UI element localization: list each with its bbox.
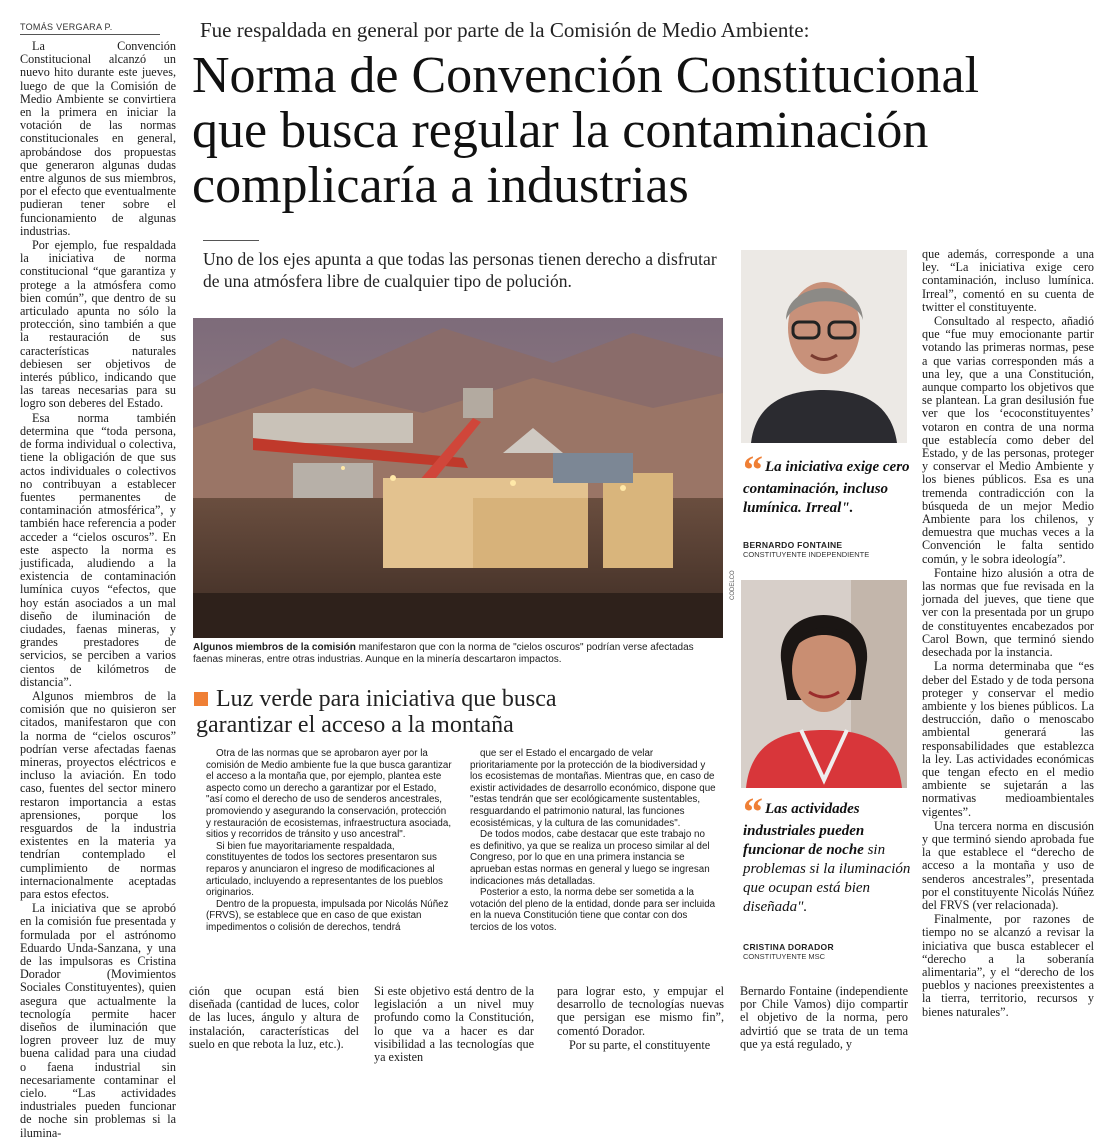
paragraph: Por su parte, el constituyente [569,1037,711,1052]
right-column [922,248,1094,1019]
divider [203,240,259,241]
headline: Norma de Convención Constitucional que busca regular la contaminación complicaría a industrias [192,47,980,214]
section-column-2 [470,748,716,934]
paragraph: Dentro de la propuesta, impulsada por Nicolás Núñez (FRVS), se establece que en caso de que existan impedimentos o colisión de derechos, tendrá [206,898,449,933]
paragraph: Fontaine hizo alusión a otra de las normas que fue revisada en la jornada del jueves, que tiene que ver con la presentada por un grupo de constituyentes encabezados por Carol Bown, que terminó siendo desechada por la instancia. [922,565,1094,660]
quote-author-role: CONSTITUYENTE INDEPENDIENTE [743,550,870,559]
bottom-column-3 [557,985,724,1052]
section-column-1 [206,748,452,934]
paragraph: De todos modos, cabe destacar que este trabajo no es definitivo, ya que se realiza un proceso similar al del Congreso, por lo que en una primera instancia se aprueban estas normas en general y luego se ingresan indicaciones más detalladas. [470,829,710,887]
paragraph: Posterior a esto, la norma debe ser sometida a la votación del pleno de la entidad, donde para ser incluida en la nueva Constitución tiene que contar con dos tercios de los votos. [470,887,716,933]
quote-author: BERNARDO FONTAINE [743,540,843,550]
photo-credit: CODELCO [730,570,736,600]
quote-author: CRISTINA DORADOR [743,942,834,952]
paragraph: Consultado al respecto, añadió que “fue muy emocionante partir votando las primeras normas, pese a que varias corresponden más a una ley, que a una Constitución, aunque comparto los objetivos que se plantean. La gran desilusión fue ver que los ‘ecoconstituyentes’ votaron en contra de una norma que establecía como deber del Estado, y de las personas, proteger y conservar el Medio Ambiente y los bienes públicos. Esa es una tremenda contradicción con la búsqueda de un mejor Medio Ambiente para los chilenos, y demuestra que muchas veces a la Convención le falta sentido común, y le sobra ideología”. [922,314,1094,566]
paragraph: La norma determinaba que “es deber del Estado y de toda persona proteger y conservar el medio ambiente y los bienes públicos. La destrucción, daño o menoscabo ambiental generará las responsabilidades que establezca la ley. Las actividades económicas que tengan efecto en el medio ambiente se sujetarán a las normativas medioambientales vigentes”. [922,659,1094,819]
paragraph: que además, corresponde a una ley. “La iniciativa exige cero contaminación, incluso lumínica. Irreal”, comentó en su cuenta de twitter el constituyente. [922,247,1094,314]
quote-text: sin problemas si la iluminación que ocupan está bien diseñada". [743,842,911,915]
paragraph: Si bien fue mayoritariamente respaldada, constituyentes de todos los sectores presentaron sus reparos y anunciaron el ingreso de modificaciones al articulado, incluyendo a representantes de los pueblos originarios. [206,840,443,899]
quote-dorador [743,789,913,917]
bottom-column-2 [374,985,534,1064]
paragraph: Bernardo Fontaine (independiente por Chile Vamos) dijo compartir el objetivo de la norma, pero advirtió que se trata de un tema que ya está regulado, y [740,984,908,1051]
paragraph: La iniciativa que se aprobó en la comisión fue presentada y formulada por el astrónomo Eduardo Unda-Sanzana, y una de las impulsoras es Cristina Dorador (Movimientos Sociales Constituyentes), quien asegura que actualmente la tecnología permite hacer diseños de iluminación que logren proveer luz de muy buena calidad para una ciudad o faena industrial sin necesariamente contaminar el cielo. “Las actividades industriales pueden funcionar de noche sin problemas si la ilumina- [20,901,176,1140]
paragraph: que ser el Estado el encargado de velar prioritariamente por la protección de la biodiversidad y los ecosistemas de montañas. Mientras que, en caso de existir actividades de desarrollo económico, dispone que "estas tendrán que ser ecológicamente sustentables, resguardando el patrimonio natural, las funciones ecosistémicas, y la cultura de las comunidades". [470,748,716,829]
portrait-cristina-dorador [741,580,907,788]
caption-bold: Algunos miembros de la comisión [193,642,356,653]
paragraph: para lograr esto, y empujar el desarrollo de tecnologías nuevas que persigan ese mismo fin”, comentó Dorador. [557,984,724,1038]
paragraph: La Convención Constitucional alcanzó un nuevo hito durante este jueves, luego de que la Comisión de Medio Ambiente se convirtiera en la primera en iniciar la votación de las normas constitucionales en general, aprobándose dos propuestas que generaron algunas dudas entre algunos de sus miembros, por el efecto que eventualmente pudieran tener sobre el funcionamiento de algunas industrias. [20,39,176,238]
paragraph: Esa norma también determina que “toda persona, de forma individual o colectiva, tiene la obligación de que sus actos individuales o colectivos no contribuyan a establecer fuentes permanentes de contaminación atmosférica”, y también hace referencia a poder acceder a “cielos oscuros”. En este aspecto la norma es justificada, aludiendo a la existencia de contaminación lumínica cuyos “efectos, que hoy están asociados a un mal diseño de iluminación de ciudades, faenas mineras, y grandes prestadores de servicios, se perciben a varios cientos de kilómetros de distancia”. [20,410,176,689]
quote-mark-icon: “ [743,447,763,492]
subtitle: Uno de los ejes apunta a que todas las personas tienen derecho a disfrutar de una atmósfera libre de cualquier tipo de polución. [203,249,717,291]
bottom-column-1 [189,985,359,1051]
photo-caption [193,642,723,666]
pretitle: Fue respaldada en general por parte de la Comisión de Medio Ambiente: [200,18,810,42]
mining-plant-photo [193,318,723,638]
portrait-bernardo-fontaine [741,250,907,443]
paragraph: ción que ocupan está bien diseñada (cantidad de luces, color de las luces, ángulo y altura de instalación, características del suelo en que rebota la luz, etc.). [189,984,359,1051]
quote-author-role: CONSTITUYENTE MSC [743,952,826,961]
quote-text-bold: Las actividades industriales pueden funcionar de noche [743,801,865,858]
quote-mark-icon: “ [743,789,763,834]
left-column [20,40,176,1140]
paragraph: Por ejemplo, fue respaldada la iniciativa de norma constitucional “que garantiza y protege a la atmósfera como bien común”, que dentro de su articulado apunta no sólo la protección, sino también a que la restauración de sus características naturales debiesen ser objetivos de interés público, indicando que las tareas necesarias para su logro son deberes del Estado. [20,238,176,411]
bottom-column-4 [740,985,908,1051]
paragraph: Una tercera norma en discusión y que terminó siendo aprobada fue la que establece el “derecho de acceso a la montaña y uso de senderos ancestrales”, presentada por el constituyente Nicolás Núñez del FRVS (ver relacionada). [922,818,1094,912]
paragraph: Si este objetivo está dentro de la legislación a un nivel muy profundo como la Constitución, lo que va a hacer es dar visibilidad a las tecnologías que ya existen [374,984,534,1065]
quote-fontaine [743,447,913,518]
paragraph: Otra de las normas que se aprobaron ayer por la comisión de Medio ambiente fue la que busca garantizar el acceso a la montaña que, por ejemplo, plantea este aspecto como un derecho a garantizar por el Estado, "así como el derecho de uso de senderos ancestrales, promoviendo y asegurando la conservación, protección y restauración de ecosistemas, infraestructura asociada, sitios y recorridos de tránsito y uso ancestral". [206,748,452,841]
quote-text: La iniciativa exige cero contaminación, incluso lumínica. Irreal". [743,459,910,516]
caption-text: manifestaron que con la norma de "cielos oscuros" podrían verse afectadas faenas mineras, entre otras industrias. Aunque en la minería descartaron impactos. [193,642,694,665]
byline: TOMÁS VERGARA P. [20,22,160,35]
paragraph: Finalmente, por razones de tiempo no se alcanzó a revisar la iniciativa que busca establecer el “derecho a la soberanía alimentaria”, y el “derecho de los pueblos y naciones preexistentes a la tierra, territorio, recursos y bienes naturales”. [922,912,1094,1019]
paragraph: Algunos miembros de la comisión que no quisieron ser citados, manifestaron que con la norma de “cielos oscuros” podrían verse afectadas faenas mineras, proyectos eléctricos e incluso la aviación. En todo caso, fuentes del sector minero restaron importancia a estas aprensiones, porque los resguardos de la industria existentes en la materia ya tendrían contemplado el cumplimiento de normas internacionalmente aceptadas para estos efectos. [20,688,176,901]
section-headline: Luz verde para iniciativa que busca garantizar el acceso a la montaña [196,686,557,738]
